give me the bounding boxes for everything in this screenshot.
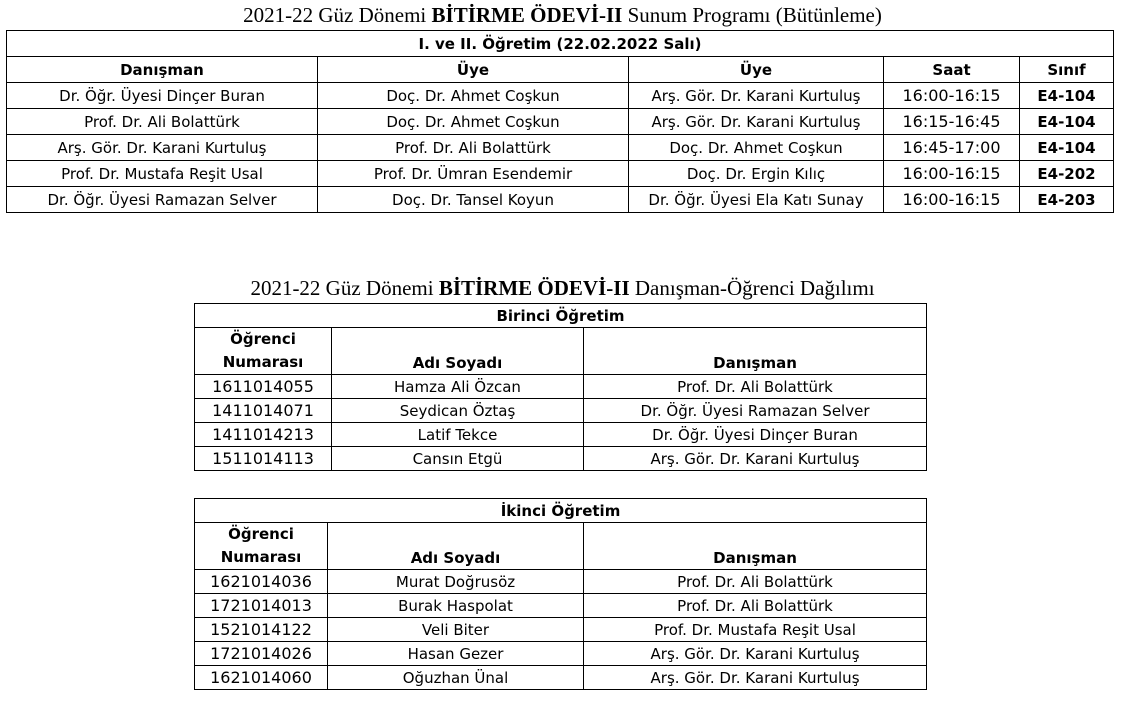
student-number-cell: 1511014113 [195, 447, 332, 471]
advisor-cell: Prof. Dr. Ali Bolattürk [584, 375, 927, 399]
advisor-cell: Prof. Dr. Mustafa Reşit Usal [584, 618, 927, 642]
schedule-title-pre: 2021-22 Güz Dönemi [243, 3, 432, 27]
schedule-header-room: Sınıf [1020, 57, 1114, 83]
schedule-header-advisor: Danışman [7, 57, 318, 83]
table-row [195, 423, 927, 447]
advisor-header: Danışman [584, 523, 927, 570]
student-number-cell: 1621014060 [195, 666, 328, 690]
student-number-cell: 1411014071 [195, 399, 332, 423]
room-cell: E4-203 [1020, 187, 1114, 213]
advisor-cell: Dr. Öğr. Üyesi Ramazan Selver [584, 399, 927, 423]
student-number-cell: 1611014055 [195, 375, 332, 399]
distribution-title-bold: BİTİRME ÖDEVİ-II [438, 276, 630, 300]
advisor-header: Danışman [584, 328, 927, 375]
table-row [7, 187, 1114, 213]
distribution-title [0, 276, 1125, 300]
first-education-header: Birinci Öğretim [195, 304, 927, 328]
table-row [195, 666, 927, 690]
table-row [7, 161, 1114, 187]
name-header: Adı Soyadı [328, 523, 584, 570]
time-cell: 16:45-17:00 [884, 135, 1020, 161]
student-number-header [195, 523, 328, 570]
advisor-cell: Arş. Gör. Dr. Karani Kurtuluş [584, 666, 927, 690]
advisor-cell: Arş. Gör. Dr. Karani Kurtuluş [584, 642, 927, 666]
advisor-cell: Prof. Dr. Ali Bolattürk [7, 109, 318, 135]
advisor-cell: Dr. Öğr. Üyesi Dinçer Buran [584, 423, 927, 447]
schedule-title-bold: BİTİRME ÖDEVİ-II [431, 3, 623, 27]
table-row [195, 570, 927, 594]
student-name-cell: Seydican Öztaş [332, 399, 584, 423]
member-cell: Doç. Dr. Ahmet Coşkun [629, 135, 884, 161]
student-number-cell: 1411014213 [195, 423, 332, 447]
table-row [195, 594, 927, 618]
student-name-cell: Veli Biter [328, 618, 584, 642]
table-row [7, 109, 1114, 135]
table-row [195, 447, 927, 471]
schedule-header-time: Saat [884, 57, 1020, 83]
room-cell: E4-104 [1020, 135, 1114, 161]
student-number-header-line2: Numarası [220, 548, 302, 566]
room-cell: E4-104 [1020, 83, 1114, 109]
room-cell: E4-202 [1020, 161, 1114, 187]
student-name-cell: Hamza Ali Özcan [332, 375, 584, 399]
member-cell: Arş. Gör. Dr. Karani Kurtuluş [629, 83, 884, 109]
time-cell: 16:00-16:15 [884, 161, 1020, 187]
schedule-table [6, 30, 1114, 213]
table-row [195, 642, 927, 666]
schedule-header-member1: Üye [318, 57, 629, 83]
room-cell: E4-104 [1020, 109, 1114, 135]
student-name-cell: Murat Doğrusöz [328, 570, 584, 594]
schedule-section-header: I. ve II. Öğretim (22.02.2022 Salı) [7, 31, 1114, 57]
student-number-cell: 1521014122 [195, 618, 328, 642]
schedule-title-post: Sunum Programı (Bütünleme) [622, 3, 882, 27]
table-row [195, 618, 927, 642]
student-number-header-line2: Numarası [222, 353, 304, 371]
student-number-header-line1: Öğrenci [230, 330, 296, 348]
advisor-cell: Prof. Dr. Ali Bolattürk [584, 570, 927, 594]
table-row [195, 375, 927, 399]
advisor-cell: Dr. Öğr. Üyesi Ramazan Selver [7, 187, 318, 213]
second-education-header: İkinci Öğretim [195, 499, 927, 523]
student-name-cell: Oğuzhan Ünal [328, 666, 584, 690]
student-number-cell: 1721014013 [195, 594, 328, 618]
member-cell: Arş. Gör. Dr. Karani Kurtuluş [629, 109, 884, 135]
member-cell: Doç. Dr. Ahmet Coşkun [318, 109, 629, 135]
table-row [195, 399, 927, 423]
member-cell: Doç. Dr. Ahmet Coşkun [318, 83, 629, 109]
first-education-table [194, 303, 927, 471]
member-cell: Prof. Dr. Ali Bolattürk [318, 135, 629, 161]
advisor-cell: Prof. Dr. Ali Bolattürk [584, 594, 927, 618]
table-row [7, 135, 1114, 161]
time-cell: 16:15-16:45 [884, 109, 1020, 135]
table-row [7, 83, 1114, 109]
schedule-header-member2: Üye [629, 57, 884, 83]
member-cell: Dr. Öğr. Üyesi Ela Katı Sunay [629, 187, 884, 213]
distribution-title-post: Danışman-Öğrenci Dağılımı [629, 276, 875, 300]
member-cell: Doç. Dr. Ergin Kılıç [629, 161, 884, 187]
distribution-title-pre: 2021-22 Güz Dönemi [250, 276, 439, 300]
student-name-cell: Hasan Gezer [328, 642, 584, 666]
advisor-cell: Arş. Gör. Dr. Karani Kurtuluş [584, 447, 927, 471]
student-name-cell: Cansın Etgü [332, 447, 584, 471]
member-cell: Prof. Dr. Ümran Esendemir [318, 161, 629, 187]
student-name-cell: Latif Tekce [332, 423, 584, 447]
student-number-header [195, 328, 332, 375]
time-cell: 16:00-16:15 [884, 187, 1020, 213]
student-number-cell: 1721014026 [195, 642, 328, 666]
member-cell: Doç. Dr. Tansel Koyun [318, 187, 629, 213]
student-number-cell: 1621014036 [195, 570, 328, 594]
name-header: Adı Soyadı [332, 328, 584, 375]
advisor-cell: Dr. Öğr. Üyesi Dinçer Buran [7, 83, 318, 109]
time-cell: 16:00-16:15 [884, 83, 1020, 109]
student-number-header-line1: Öğrenci [228, 525, 294, 543]
advisor-cell: Prof. Dr. Mustafa Reşit Usal [7, 161, 318, 187]
advisor-cell: Arş. Gör. Dr. Karani Kurtuluş [7, 135, 318, 161]
second-education-table [194, 498, 927, 690]
schedule-title [0, 3, 1125, 27]
student-name-cell: Burak Haspolat [328, 594, 584, 618]
